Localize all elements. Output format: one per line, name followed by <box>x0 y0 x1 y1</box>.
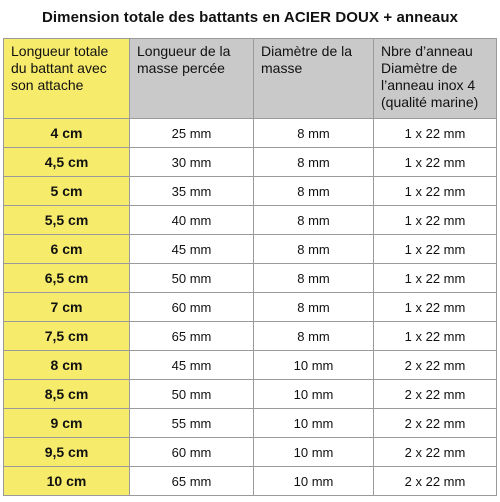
table-row <box>4 409 497 438</box>
cell-total-length: 9,5 cm <box>4 438 130 467</box>
cell-mass-diameter: 8 mm <box>254 177 374 206</box>
cell-total-length: 7 cm <box>4 293 130 322</box>
cell-mass-length: 50 mm <box>130 380 254 409</box>
cell-total-length: 10 cm <box>4 467 130 496</box>
cell-mass-length: 50 mm <box>130 264 254 293</box>
cell-rings: 1 x 22 mm <box>374 264 497 293</box>
cell-mass-length: 25 mm <box>130 119 254 148</box>
cell-mass-length: 60 mm <box>130 293 254 322</box>
cell-rings: 1 x 22 mm <box>374 206 497 235</box>
cell-rings: 2 x 22 mm <box>374 380 497 409</box>
cell-mass-diameter: 8 mm <box>254 206 374 235</box>
cell-mass-diameter: 8 mm <box>254 293 374 322</box>
header-row <box>4 39 497 119</box>
cell-mass-diameter: 8 mm <box>254 119 374 148</box>
cell-mass-length: 55 mm <box>130 409 254 438</box>
cell-total-length: 5 cm <box>4 177 130 206</box>
dimensions-table <box>3 38 497 496</box>
cell-mass-length: 45 mm <box>130 351 254 380</box>
cell-total-length: 6,5 cm <box>4 264 130 293</box>
cell-mass-length: 65 mm <box>130 467 254 496</box>
cell-rings: 2 x 22 mm <box>374 351 497 380</box>
page-title: Dimension totale des battants en ACIER DOUX + anneaux <box>41 9 459 26</box>
cell-mass-length: 35 mm <box>130 177 254 206</box>
cell-total-length: 8 cm <box>4 351 130 380</box>
header-ring-count-diameter: Nbre d’anneau Diamètre de l’anneau inox 4 (qualité marine) <box>374 39 497 119</box>
table-row <box>4 351 497 380</box>
cell-mass-diameter: 8 mm <box>254 264 374 293</box>
table-row <box>4 380 497 409</box>
table-row <box>4 264 497 293</box>
cell-mass-diameter: 8 mm <box>254 148 374 177</box>
cell-total-length: 9 cm <box>4 409 130 438</box>
cell-mass-diameter: 8 mm <box>254 322 374 351</box>
cell-rings: 2 x 22 mm <box>374 438 497 467</box>
table-row <box>4 148 497 177</box>
cell-rings: 1 x 22 mm <box>374 177 497 206</box>
table-header <box>4 39 497 119</box>
cell-rings: 1 x 22 mm <box>374 148 497 177</box>
table-row <box>4 322 497 351</box>
cell-mass-length: 65 mm <box>130 322 254 351</box>
header-drilled-mass-length: Longueur de la masse percée <box>130 39 254 119</box>
cell-mass-diameter: 10 mm <box>254 380 374 409</box>
table-row <box>4 177 497 206</box>
table-row <box>4 206 497 235</box>
cell-total-length: 4,5 cm <box>4 148 130 177</box>
cell-mass-length: 40 mm <box>130 206 254 235</box>
table-row <box>4 235 497 264</box>
cell-mass-length: 30 mm <box>130 148 254 177</box>
cell-mass-diameter: 10 mm <box>254 467 374 496</box>
table-body <box>4 119 497 496</box>
cell-rings: 2 x 22 mm <box>374 409 497 438</box>
cell-mass-diameter: 10 mm <box>254 351 374 380</box>
table-row <box>4 119 497 148</box>
cell-total-length: 5,5 cm <box>4 206 130 235</box>
cell-total-length: 7,5 cm <box>4 322 130 351</box>
table-row <box>4 293 497 322</box>
cell-rings: 2 x 22 mm <box>374 467 497 496</box>
header-total-length: Longueur totale du battant avec son attache <box>4 39 130 119</box>
cell-mass-length: 45 mm <box>130 235 254 264</box>
cell-mass-diameter: 10 mm <box>254 438 374 467</box>
cell-mass-length: 60 mm <box>130 438 254 467</box>
cell-total-length: 4 cm <box>4 119 130 148</box>
cell-rings: 1 x 22 mm <box>374 235 497 264</box>
cell-mass-diameter: 8 mm <box>254 235 374 264</box>
cell-total-length: 6 cm <box>4 235 130 264</box>
header-mass-diameter: Diamètre de la masse <box>254 39 374 119</box>
cell-total-length: 8,5 cm <box>4 380 130 409</box>
table-row <box>4 438 497 467</box>
cell-rings: 1 x 22 mm <box>374 293 497 322</box>
cell-mass-diameter: 10 mm <box>254 409 374 438</box>
cell-rings: 1 x 22 mm <box>374 322 497 351</box>
table-row <box>4 467 497 496</box>
cell-rings: 1 x 22 mm <box>374 119 497 148</box>
